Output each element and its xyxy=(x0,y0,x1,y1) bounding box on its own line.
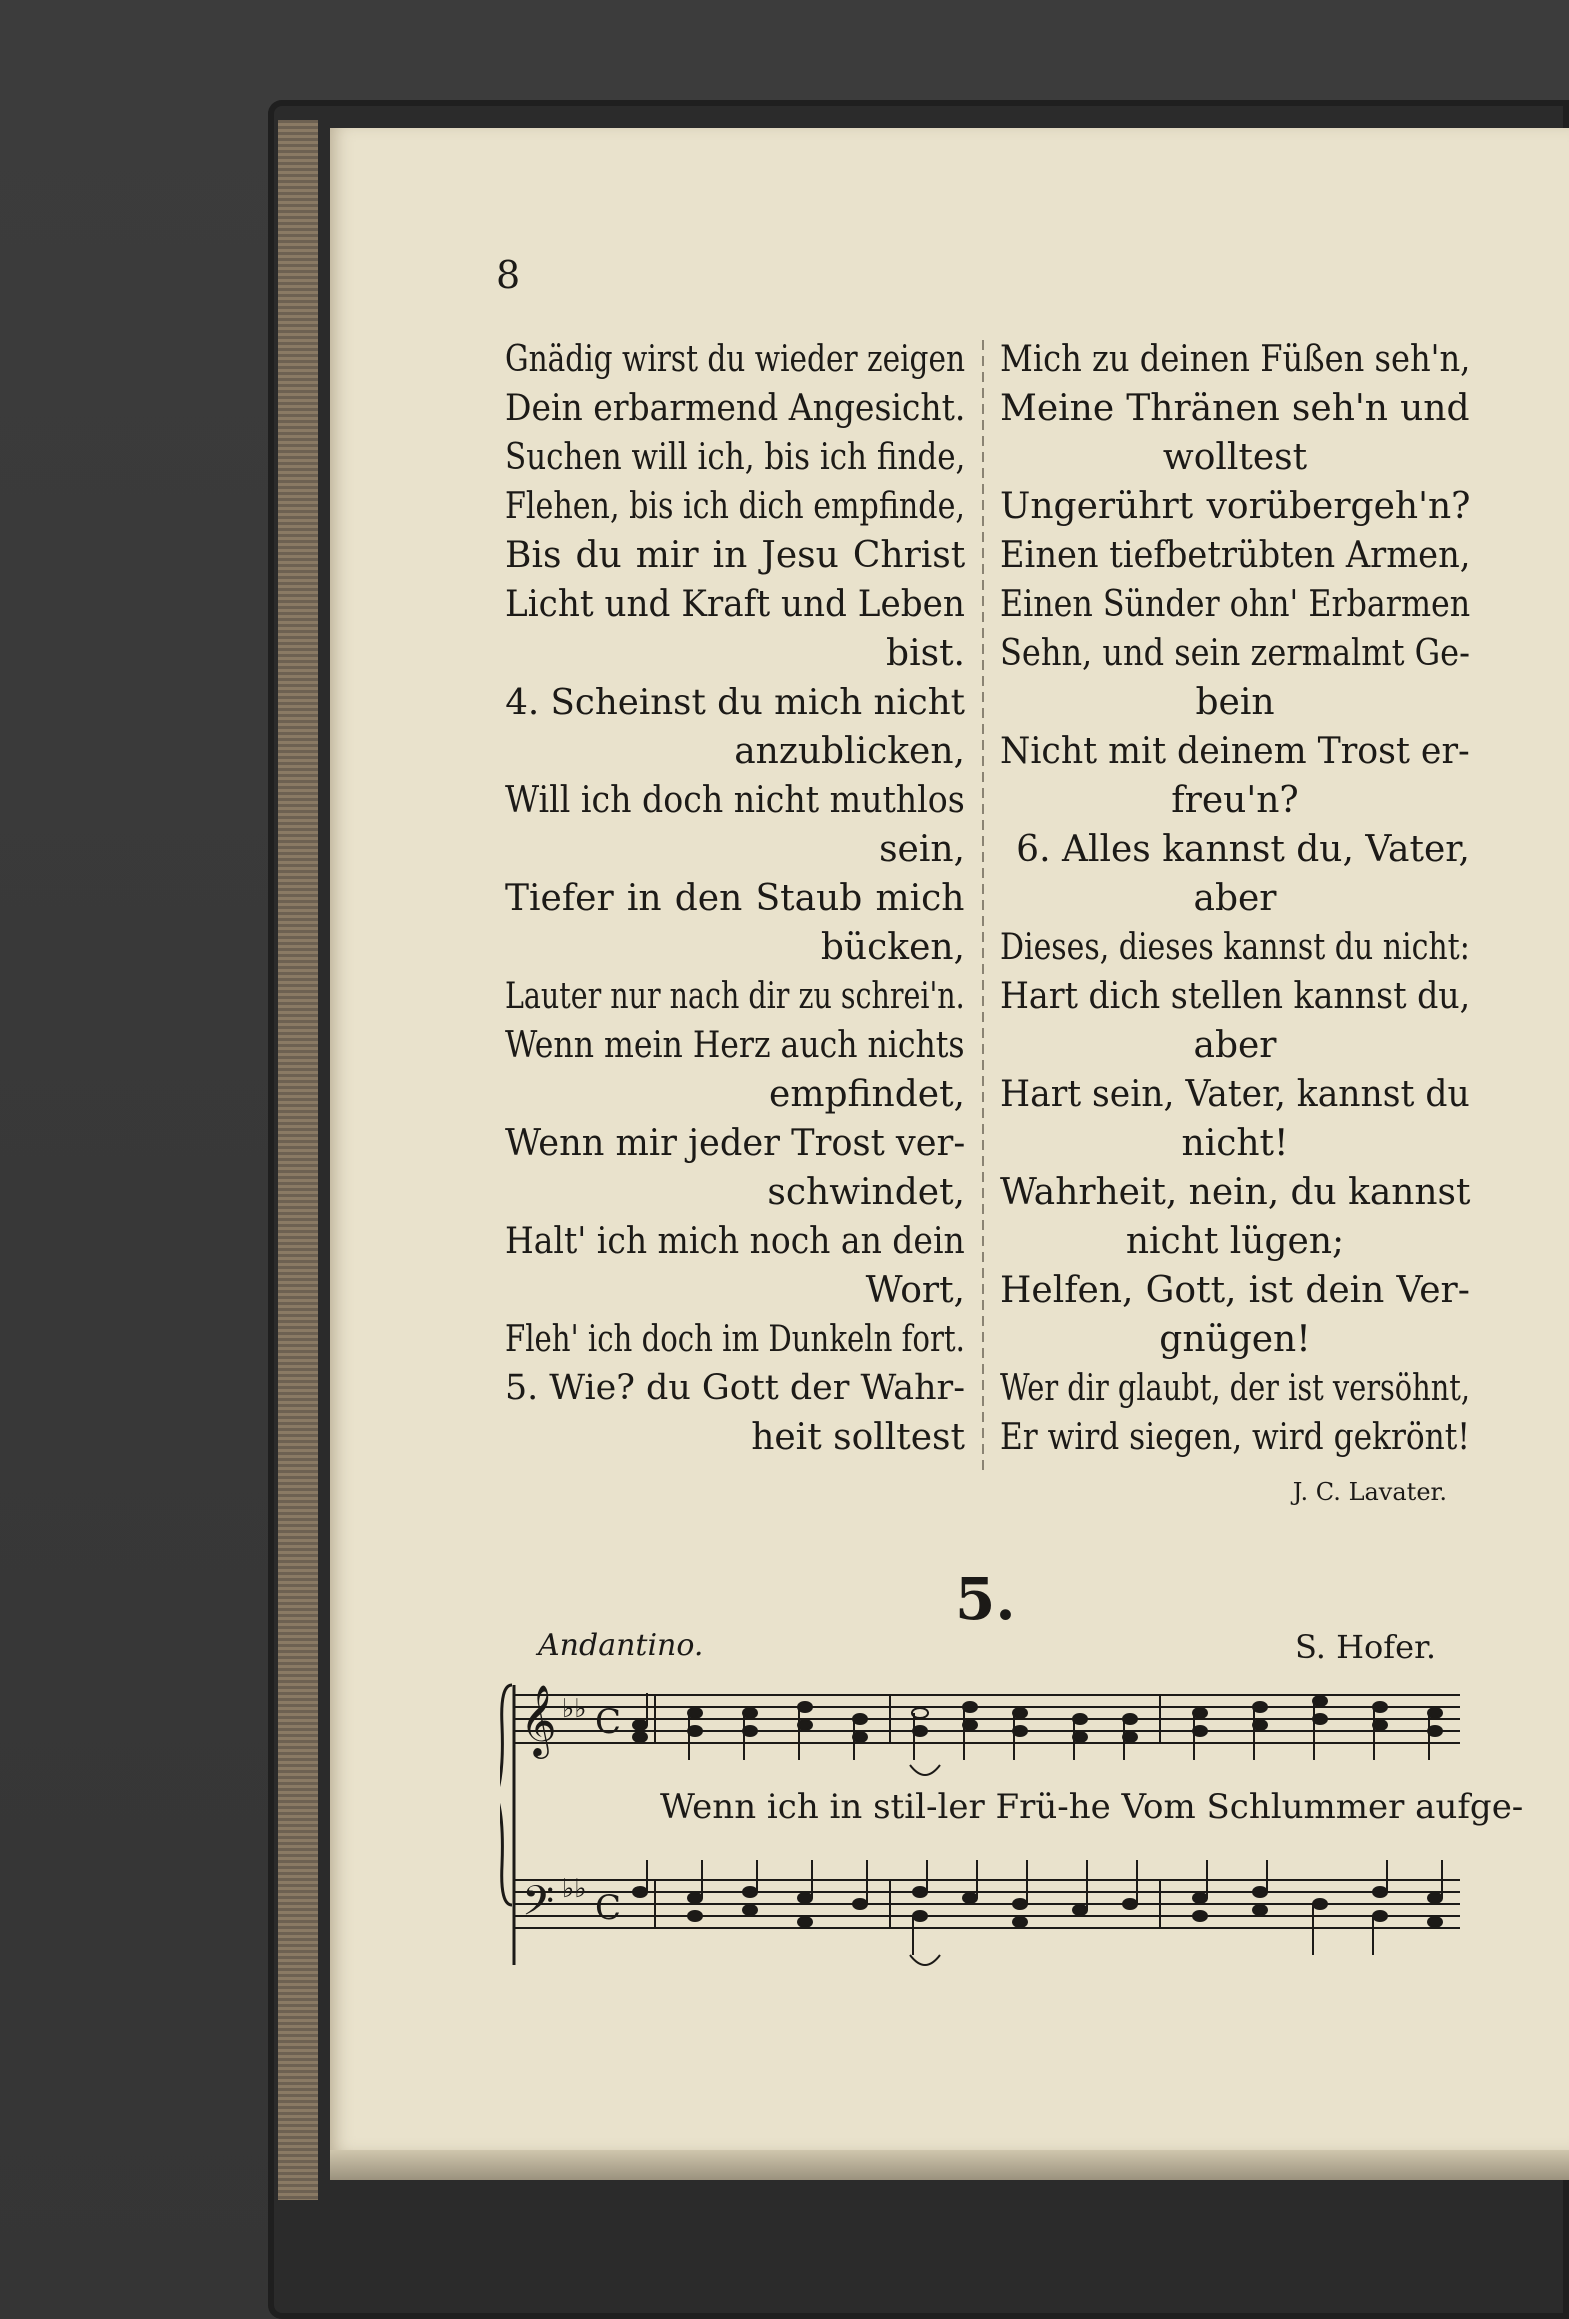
text-line-content: bist. xyxy=(886,633,965,674)
text-line xyxy=(1000,1021,1470,1070)
text-line xyxy=(505,384,965,433)
text-line xyxy=(1000,874,1470,923)
treble-notes xyxy=(633,1693,1442,1760)
text-line-content: Will ich doch nicht muthlos xyxy=(505,780,965,821)
text-line xyxy=(505,678,965,727)
tempo-marking: Andantino. xyxy=(538,1628,704,1663)
text-line-content: Lauter nur nach dir zu schrei'n. xyxy=(505,976,965,1017)
text-line xyxy=(505,874,965,923)
text-line xyxy=(505,727,965,776)
right-column xyxy=(1000,335,1470,1462)
text-line-content: Wort, xyxy=(865,1270,965,1311)
treble-clef: 𝄞 xyxy=(520,1683,557,1756)
text-line xyxy=(1000,1315,1470,1364)
key-signature-treble: ♭♭ xyxy=(562,1694,587,1724)
text-line-content: Flehen, bis ich dich empfinde, xyxy=(505,486,965,527)
text-line-content: Bis du mir in Jesu Christ xyxy=(505,535,966,576)
text-line-content: Gnädig wirst du wieder zeigen xyxy=(505,339,966,380)
text-line-content: Licht und Kraft und Leben xyxy=(505,584,965,625)
text-line-content: 5. Wie? du Gott der Wahr- xyxy=(504,1368,965,1408)
text-line-content: Nicht mit deinem Trost er- xyxy=(1000,731,1470,772)
text-line xyxy=(1000,1119,1470,1168)
text-line xyxy=(1000,1217,1470,1266)
text-line xyxy=(505,531,965,580)
text-line-content: Einen Sünder ohn' Erbarmen xyxy=(1000,584,1471,625)
text-line xyxy=(1000,1364,1470,1413)
music-score xyxy=(500,1665,1470,1995)
hymn-lyrics: Wenn ich in stil-ler Frü-he Vom Schlummer aufge- xyxy=(660,1787,1524,1827)
book-spine-edge xyxy=(278,120,318,2200)
text-line xyxy=(505,1168,965,1217)
text-line xyxy=(505,433,965,482)
text-line-content: aber xyxy=(1193,878,1277,919)
composer-name: S. Hofer. xyxy=(1295,1628,1437,1666)
text-line xyxy=(1000,531,1470,580)
left-column xyxy=(505,335,965,1462)
text-line-content: bücken, xyxy=(820,927,965,968)
text-line xyxy=(1000,727,1470,776)
text-line xyxy=(505,482,965,531)
text-line xyxy=(1000,482,1470,531)
text-line xyxy=(505,1413,965,1462)
text-line xyxy=(505,1119,965,1168)
text-line xyxy=(1000,1266,1470,1315)
text-line-content: Dein erbarmend Angesicht. xyxy=(505,388,966,429)
text-line xyxy=(505,580,965,629)
text-line xyxy=(1000,384,1470,433)
text-line-content: Meine Thränen seh'n und xyxy=(1000,388,1470,429)
text-line-content: schwindet, xyxy=(767,1172,965,1213)
text-line xyxy=(1000,335,1470,384)
text-line xyxy=(505,335,965,384)
slur xyxy=(910,1765,940,1775)
text-line xyxy=(505,825,965,874)
text-line-content: Helfen, Gott, ist dein Ver- xyxy=(1000,1270,1470,1311)
text-line xyxy=(505,972,965,1021)
text-line-content: Einen tiefbetrübten Armen, xyxy=(1000,535,1471,576)
text-line xyxy=(505,1070,965,1119)
text-line-content: Hart sein, Vater, kannst du xyxy=(1000,1074,1470,1115)
text-line-content: wolltest xyxy=(1162,437,1308,478)
text-line xyxy=(1000,972,1470,1021)
text-line-content: Tiefer in den Staub mich xyxy=(505,878,965,919)
text-line xyxy=(1000,1168,1470,1217)
text-line-content: Halt' ich mich noch an dein xyxy=(505,1221,965,1262)
text-line-content: Wer dir glaubt, der ist versöhnt, xyxy=(1000,1368,1471,1409)
key-signature-bass: ♭♭ xyxy=(562,1874,587,1904)
text-line-content: 4. Scheinst du mich nicht xyxy=(505,682,965,723)
text-line-content: nicht! xyxy=(1181,1123,1289,1164)
text-line-content: Wenn mir jeder Trost ver- xyxy=(505,1123,966,1164)
text-line-content: Ungerührt vorübergeh'n? xyxy=(1000,486,1471,527)
column-divider xyxy=(982,340,984,1470)
text-line-content: bein xyxy=(1195,682,1275,723)
text-line-content: Sehn, und sein zermalmt Ge- xyxy=(1000,633,1470,674)
text-line xyxy=(1000,825,1470,874)
text-line-content: 6. Alles kannst du, Vater, xyxy=(1016,829,1470,870)
text-line xyxy=(1000,580,1470,629)
text-line xyxy=(505,1021,965,1070)
text-line-content: sein, xyxy=(879,829,965,870)
text-line-content: Dieses, dieses kannst du nicht: xyxy=(1000,927,1470,968)
text-line-content: Fleh' ich doch im Dunkeln fort. xyxy=(505,1319,965,1360)
text-line xyxy=(1000,923,1470,972)
hymn-number: 5. xyxy=(955,1565,1016,1633)
text-line-content: Wahrheit, nein, du kannst xyxy=(1000,1172,1471,1213)
text-line-content: freu'n? xyxy=(1171,780,1299,821)
text-line-content: heit solltest xyxy=(751,1417,965,1458)
text-line-content: nicht lügen; xyxy=(1125,1221,1345,1262)
author-attribution: J. C. Lavater. xyxy=(1292,1478,1447,1506)
text-line-content: empfindet, xyxy=(769,1074,965,1115)
text-line-content: Mich zu deinen Füßen seh'n, xyxy=(1000,339,1471,380)
text-line xyxy=(505,1364,965,1413)
system-brace xyxy=(500,1685,512,1905)
text-line xyxy=(505,776,965,825)
time-signature-bass: C xyxy=(595,1888,622,1928)
text-line xyxy=(1000,1413,1470,1462)
text-line xyxy=(505,923,965,972)
text-line xyxy=(505,629,965,678)
text-line-content: anzublicken, xyxy=(734,731,965,772)
text-line-content: Wenn mein Herz auch nichts xyxy=(505,1025,965,1066)
bass-notes xyxy=(633,1860,1442,1955)
text-line xyxy=(505,1217,965,1266)
text-line-content: Suchen will ich, bis ich finde, xyxy=(505,437,966,478)
text-line-content: gnügen! xyxy=(1159,1319,1311,1360)
slur xyxy=(910,1955,940,1965)
text-line xyxy=(1000,776,1470,825)
text-line xyxy=(505,1266,965,1315)
text-line xyxy=(1000,433,1470,482)
bass-clef: 𝄢 xyxy=(522,1877,555,1935)
time-signature-treble: C xyxy=(595,1702,622,1742)
text-line xyxy=(505,1315,965,1364)
text-line xyxy=(1000,1070,1470,1119)
page-bottom-edge xyxy=(330,2150,1569,2180)
text-line-content: Hart dich stellen kannst du, xyxy=(1000,976,1471,1017)
text-line-content: aber xyxy=(1193,1025,1277,1066)
text-line-content: Er wird siegen, wird gekrönt! xyxy=(1000,1417,1470,1458)
text-line xyxy=(1000,629,1470,678)
page-number: 8 xyxy=(496,253,521,297)
text-line xyxy=(1000,678,1470,727)
